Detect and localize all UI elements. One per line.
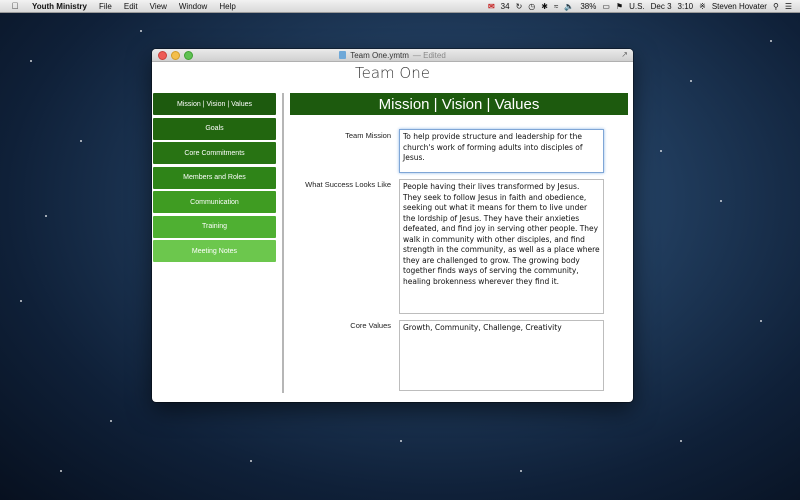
battery-percent[interactable]: 38% bbox=[580, 1, 597, 11]
date[interactable]: Dec 3 bbox=[650, 1, 672, 11]
success-label: What Success Looks Like bbox=[305, 180, 391, 189]
sidebar-item-communication[interactable]: Communication bbox=[153, 191, 276, 213]
notification-icon[interactable]: ☰ bbox=[784, 1, 792, 11]
sidebar-item-meeting-notes[interactable]: Meeting Notes bbox=[153, 240, 276, 262]
apple-icon[interactable] bbox=[10, 1, 20, 11]
spotlight-icon[interactable]: ⚲ bbox=[772, 1, 779, 11]
menu-bar bbox=[0, 0, 800, 13]
edited-status: — Edited bbox=[412, 50, 446, 60]
sidebar-divider bbox=[282, 93, 284, 393]
menu-view[interactable]: View bbox=[149, 1, 167, 11]
zoom-button[interactable] bbox=[184, 51, 193, 60]
time[interactable]: 3:10 bbox=[677, 1, 694, 11]
success-field[interactable]: People having their lives transformed by Jesus. They seek to follow Jesus in faith and obedience, seeking out what it means for them to live under the lordship of Jesus. They have their anxieties defeated, and find joy in serving other people. They walk in community with other disciples, and find strength in the community, as well as a place where they are challenged to grow. The growing body together finds ways of serving the community, healing brokenness wherever they find it. bbox=[399, 179, 604, 314]
close-button[interactable] bbox=[158, 51, 167, 60]
mail-icon[interactable]: ✉ bbox=[487, 1, 495, 11]
user-name[interactable]: Steven Hovater bbox=[711, 1, 767, 11]
flag-icon[interactable]: ⚑ bbox=[615, 1, 624, 11]
team-title: Team One bbox=[355, 64, 430, 82]
bluetooth-icon[interactable]: ✱ bbox=[541, 1, 548, 11]
window-title: Team One.ymtm bbox=[350, 50, 409, 60]
sidebar-item-training[interactable]: Training bbox=[153, 216, 276, 238]
clock-icon[interactable]: ◷ bbox=[528, 1, 536, 11]
sidebar-item-mission-vision-values[interactable]: Mission | Vision | Values bbox=[153, 93, 276, 115]
app-menu[interactable]: Youth Ministry bbox=[32, 1, 87, 11]
menu-file[interactable]: File bbox=[98, 1, 112, 11]
menu-help[interactable]: Help bbox=[219, 1, 236, 11]
document-window bbox=[152, 49, 633, 402]
sidebar-item-members-and-roles[interactable]: Members and Roles bbox=[153, 167, 276, 189]
title-bar[interactable] bbox=[152, 49, 633, 62]
core-values-label: Core Values bbox=[350, 321, 391, 330]
fullscreen-icon[interactable]: ↗ bbox=[621, 50, 628, 59]
sidebar-item-goals[interactable]: Goals bbox=[153, 118, 276, 140]
team-mission-label: Team Mission bbox=[345, 131, 391, 140]
input-source[interactable]: U.S. bbox=[629, 1, 645, 11]
battery-icon[interactable]: ▭ bbox=[602, 1, 610, 11]
core-values-field[interactable]: Growth, Community, Challenge, Creativity bbox=[399, 320, 604, 391]
sidebar-item-core-commitments[interactable]: Core Commitments bbox=[153, 142, 276, 164]
minimize-button[interactable] bbox=[171, 51, 180, 60]
menu-window[interactable]: Window bbox=[178, 1, 208, 11]
sync-icon[interactable]: ↻ bbox=[515, 1, 523, 11]
section-header: Mission | Vision | Values bbox=[290, 93, 628, 115]
bluetooth-status-icon[interactable]: ※ bbox=[699, 1, 706, 11]
wifi-icon[interactable]: ≈ bbox=[553, 1, 559, 11]
sidebar-nav bbox=[153, 93, 276, 265]
team-mission-field[interactable]: To help provide structure and leadership for the church's work of forming adults into disciples of Jesus. bbox=[399, 129, 604, 173]
mail-count: 34 bbox=[500, 1, 510, 11]
menu-edit[interactable]: Edit bbox=[123, 1, 138, 11]
main-content bbox=[290, 93, 628, 332]
volume-icon[interactable]: 🔈 bbox=[564, 1, 575, 11]
document-icon[interactable] bbox=[339, 51, 346, 59]
